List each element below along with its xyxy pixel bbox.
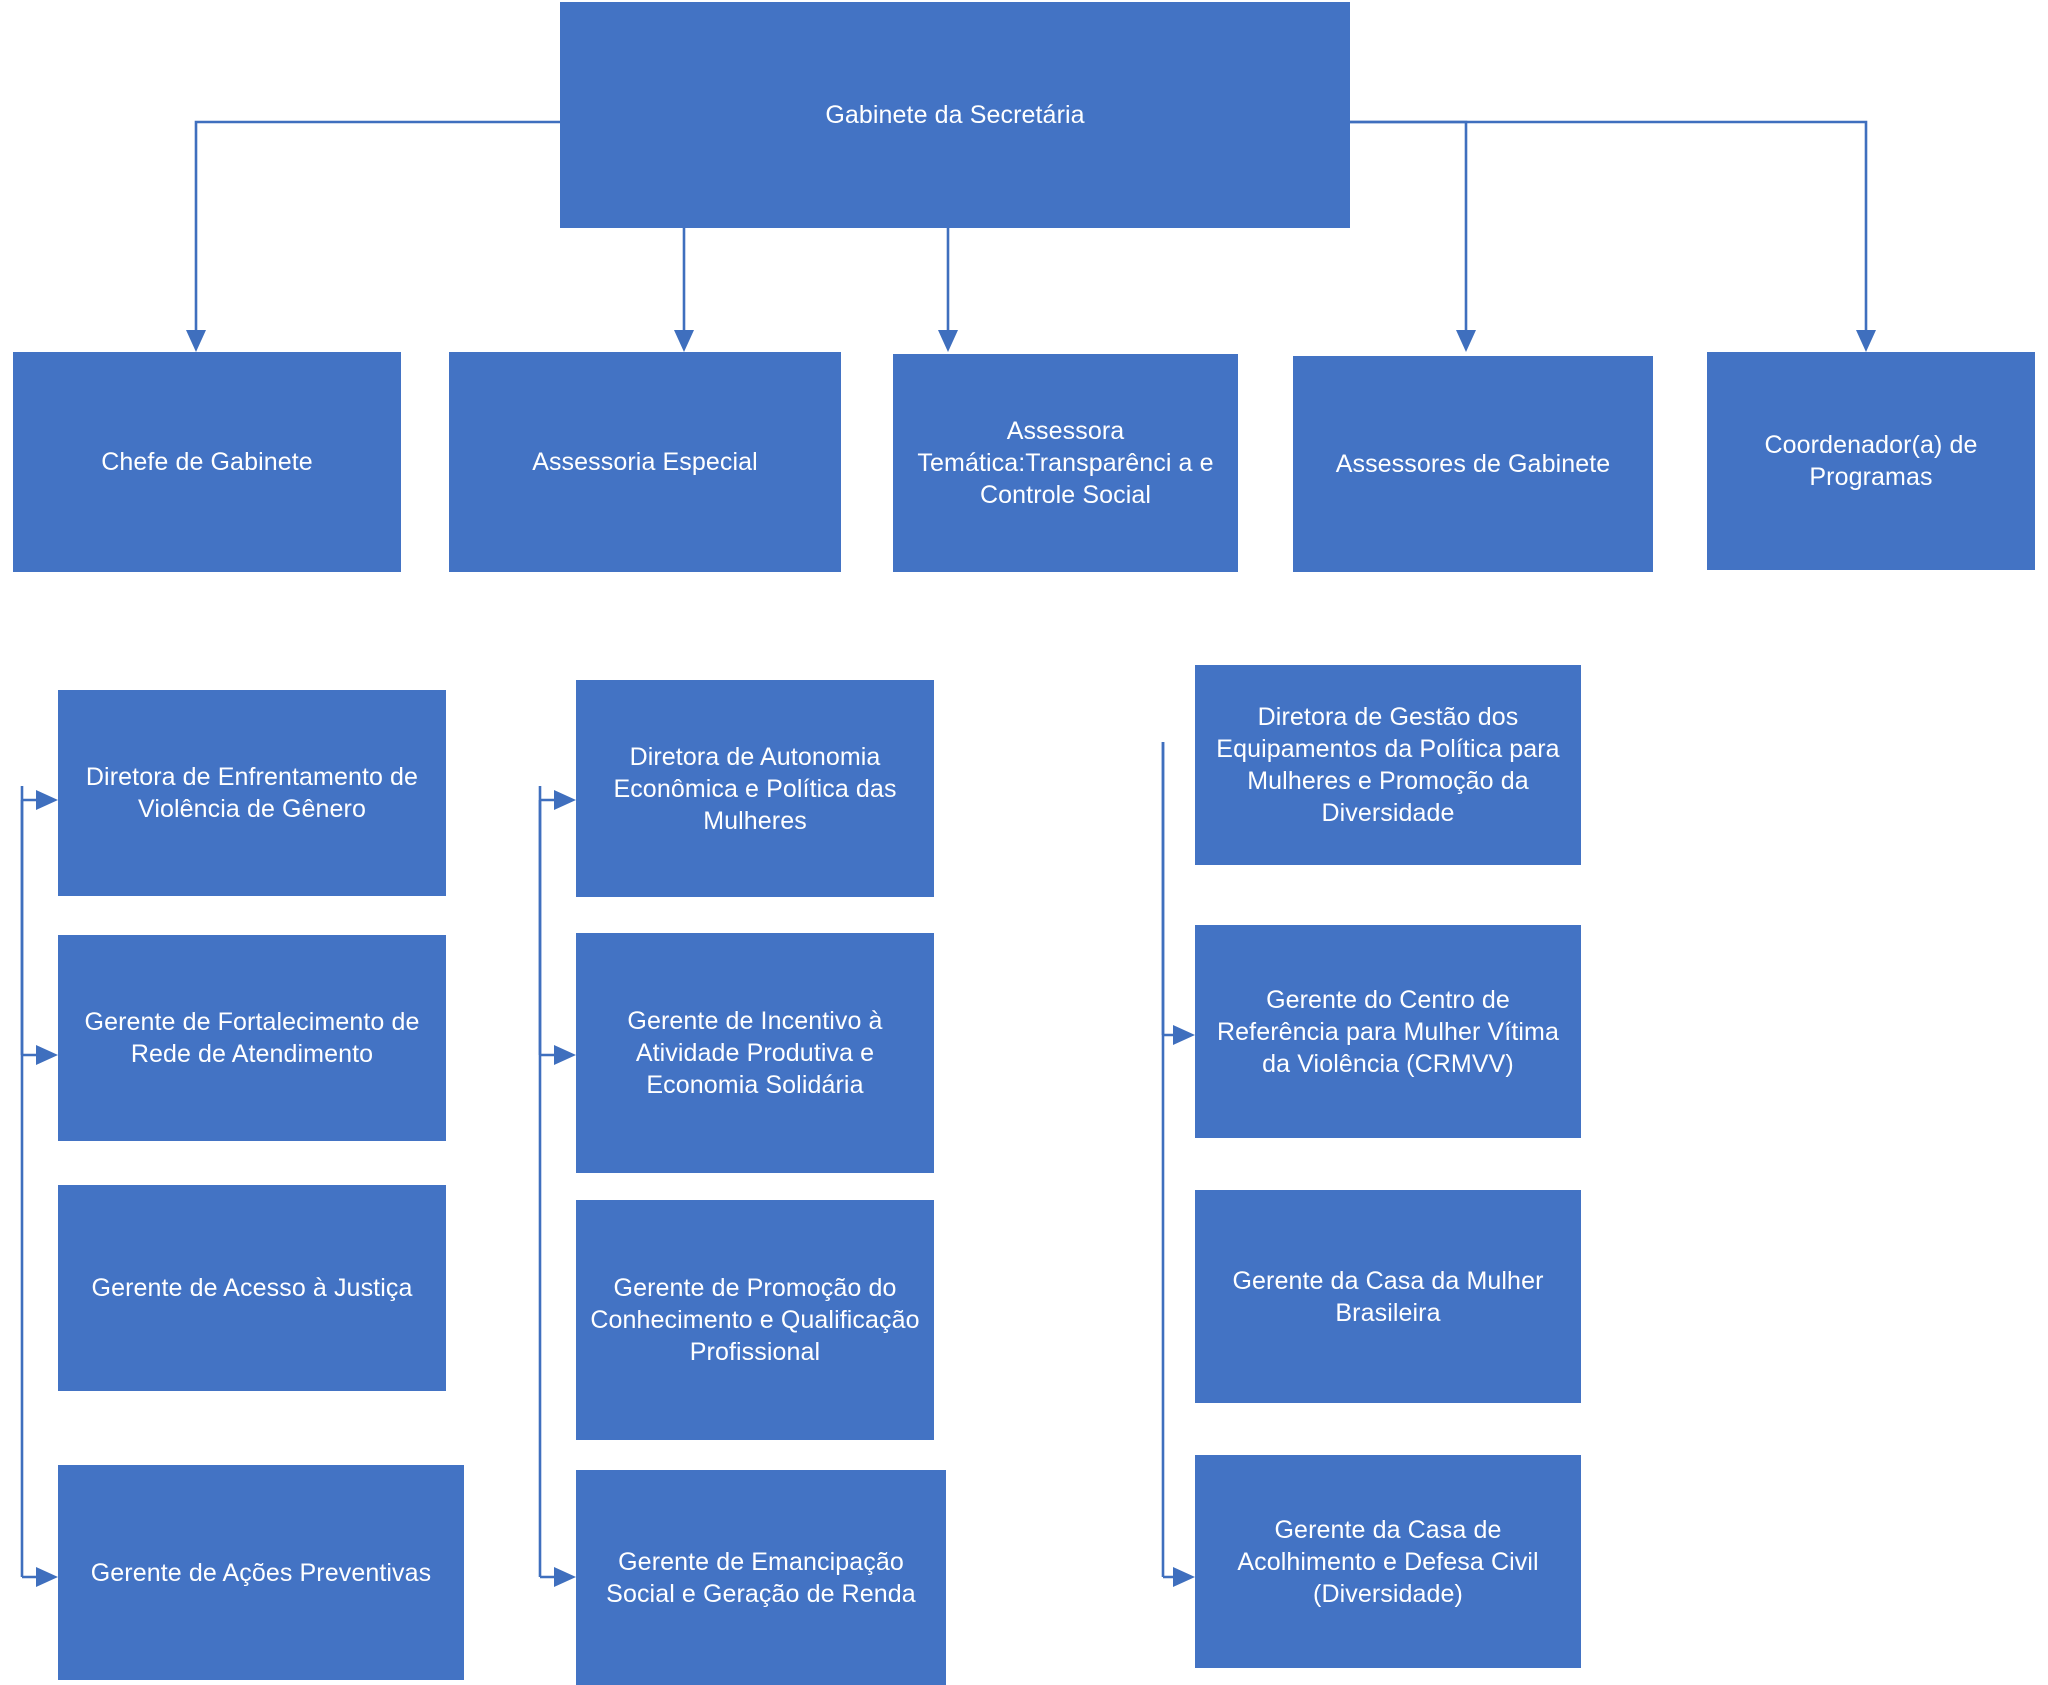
node-gerente-acesso-justica[interactable] [58, 1185, 446, 1391]
node-label: Assessores de Gabinete [1335, 450, 1611, 478]
node-label: Coordenador(a) de Programas [1764, 431, 1978, 491]
node-gerente-promocao-conhecimento[interactable] [576, 1200, 934, 1440]
node-assessora-tematica[interactable] [893, 354, 1238, 572]
node-label: Gerente de Acesso à Justiça [91, 1274, 413, 1302]
node-label: Gerente de Emancipação Social e Geração de Renda [606, 1547, 916, 1608]
node-gerente-acoes-preventivas[interactable] [58, 1465, 464, 1680]
node-label: Gerente da Casa de Acolhimento e Defesa Civil (Diversidade) [1237, 1515, 1539, 1608]
node-gabinete-da-secretaria[interactable] [560, 2, 1350, 228]
node-gerente-casa-acolhimento[interactable] [1195, 1455, 1581, 1668]
node-label: Gabinete da Secretária [825, 101, 1085, 129]
node-label: Gerente da Casa da Mulher Brasileira [1232, 1266, 1544, 1327]
node-label: Gerente de Promoção do Conhecimento e Qualificação Profissional [590, 1274, 920, 1366]
node-chefe-de-gabinete[interactable] [13, 352, 401, 572]
node-label: Diretora de Enfrentamento de Violência de Gênero [85, 763, 419, 823]
node-assessoria-especial[interactable] [449, 352, 841, 572]
node-label: Diretora de Gestão dos Equipamentos da Política para Mulheres e Promoção da Diversidade [1216, 703, 1560, 827]
node-diretora-autonomia-economica[interactable] [576, 680, 934, 897]
node-gerente-fortalecimento-rede-atendimento[interactable] [58, 935, 446, 1141]
node-diretora-enfrentamento-violencia-genero[interactable] [58, 690, 446, 896]
node-coordenador-de-programas[interactable] [1707, 352, 2035, 570]
node-label: Assessoria Especial [532, 448, 758, 476]
node-assessores-de-gabinete[interactable] [1293, 356, 1653, 572]
node-label: Gerente do Centro de Referência para Mulher Vítima da Violência (CRMVV) [1217, 985, 1559, 1078]
node-gerente-centro-referencia-crmvv[interactable] [1195, 925, 1581, 1138]
node-label: Assessora Temática:Transparênci a e Controle Social [917, 417, 1214, 509]
node-gerente-emancipacao-social[interactable] [576, 1470, 946, 1685]
node-label: Gerente de Fortalecimento de Rede de Atendimento [84, 1008, 420, 1068]
node-diretora-gestao-equipamentos[interactable] [1195, 665, 1581, 865]
node-label: Gerente de Incentivo à Atividade Produtiva e Economia Solidária [627, 1007, 883, 1099]
node-label: Diretora de Autonomia Econômica e Política das Mulheres [613, 742, 897, 835]
node-label: Chefe de Gabinete [101, 448, 313, 476]
node-gerente-incentivo-atividade-produtiva[interactable] [576, 933, 934, 1173]
node-gerente-casa-mulher-brasileira[interactable] [1195, 1190, 1581, 1403]
node-label: Gerente de Ações Preventivas [90, 1558, 432, 1587]
